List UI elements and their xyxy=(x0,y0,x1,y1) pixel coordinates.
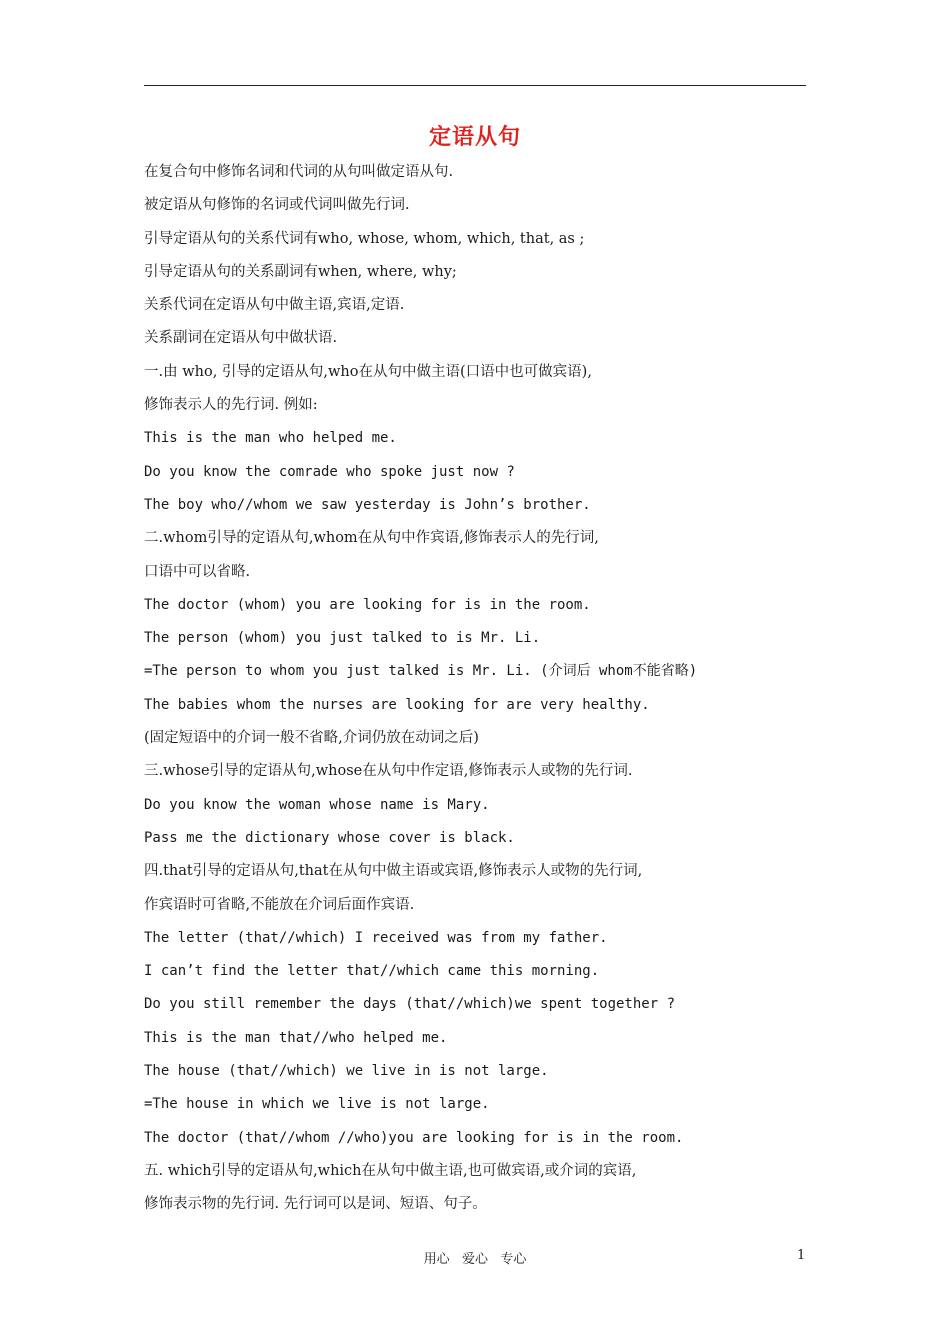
example-sentence: Do you know the woman whose name is Mary. xyxy=(144,796,490,813)
example-sentence: The babies whom the nurses are looking for are very healthy. xyxy=(144,696,650,713)
text-line: 被定语从句修饰的名词或代词叫做先行词. xyxy=(144,197,410,214)
text-line: 口语中可以省略. xyxy=(144,563,251,580)
example-sentence: The person (whom) you just talked to is Mr. Li. xyxy=(144,630,541,647)
text-line: 关系副词在定语从句中做状语. xyxy=(144,330,338,347)
text-line: 三.whose引导的定语从句,whose在从句中作定语,修饰表示人或物的先行词. xyxy=(144,763,633,780)
text-line: 在复合句中修饰名词和代词的从句叫做定语从句. xyxy=(144,164,454,180)
footer-motto: 用心 爱心 专心 xyxy=(423,1252,527,1267)
example-sentence: Do you know the comrade who spoke just now ? xyxy=(144,463,515,480)
page-number: 1 xyxy=(797,1248,806,1263)
example-sentence: The boy who//whom we saw yesterday is John’s brother. xyxy=(144,496,591,513)
text-line: 引导定语从句的关系代词有who, whose, whom, which, that, as ; xyxy=(144,230,585,247)
text-line: 修饰表示人的先行词. 例如: xyxy=(144,397,318,414)
text-line: 四.that引导的定语从句,that在从句中做主语或宾语,修饰表示人或物的先行词, xyxy=(144,863,643,880)
example-sentence: The doctor (that//whom //who)you are looking for is in the room. xyxy=(144,1129,684,1146)
text-line: 五. which引导的定语从句,which在从句中做主语,也可做宾语,或介词的宾语, xyxy=(144,1162,637,1179)
header-rule xyxy=(144,85,806,86)
text-line: 二.whom引导的定语从句,whom在从句中作宾语,修饰表示人的先行词, xyxy=(144,530,599,547)
example-sentence: =The person to whom you just talked is Mr. Li. (介词后 whom不能省略) xyxy=(144,663,698,680)
text-line: 引导定语从句的关系副词有when, where, why; xyxy=(144,263,457,280)
text-line: (固定短语中的介词一般不省略,介词仍放在动词之后) xyxy=(144,730,479,747)
example-sentence: =The house in which we live is not large. xyxy=(144,1096,490,1113)
example-sentence: This is the man who helped me. xyxy=(144,430,397,447)
document-body xyxy=(144,160,824,1226)
page-title: 定语从句 xyxy=(428,125,521,150)
example-sentence: I can’t find the letter that//which came this morning. xyxy=(144,963,600,980)
text-line: 一.由 who, 引导的定语从句,who在从句中做主语(口语中也可做宾语), xyxy=(144,363,592,380)
example-sentence: The house (that//which) we live in is not large. xyxy=(144,1063,549,1080)
text-line: 作宾语时可省略,不能放在介词后面作宾语. xyxy=(144,896,415,913)
example-sentence: The letter (that//which) I received was from my father. xyxy=(144,929,608,946)
example-sentence: Pass me the dictionary whose cover is black. xyxy=(144,829,515,846)
example-sentence: The doctor (whom) you are looking for is in the room. xyxy=(144,596,591,613)
example-sentence: Do you still remember the days (that//which)we spent together ? xyxy=(144,996,676,1013)
text-line: 关系代词在定语从句中做主语,宾语,定语. xyxy=(144,297,405,314)
text-line: 修饰表示物的先行词. 先行词可以是词、短语、句子。 xyxy=(144,1196,487,1213)
example-sentence: This is the man that//who helped me. xyxy=(144,1029,448,1046)
